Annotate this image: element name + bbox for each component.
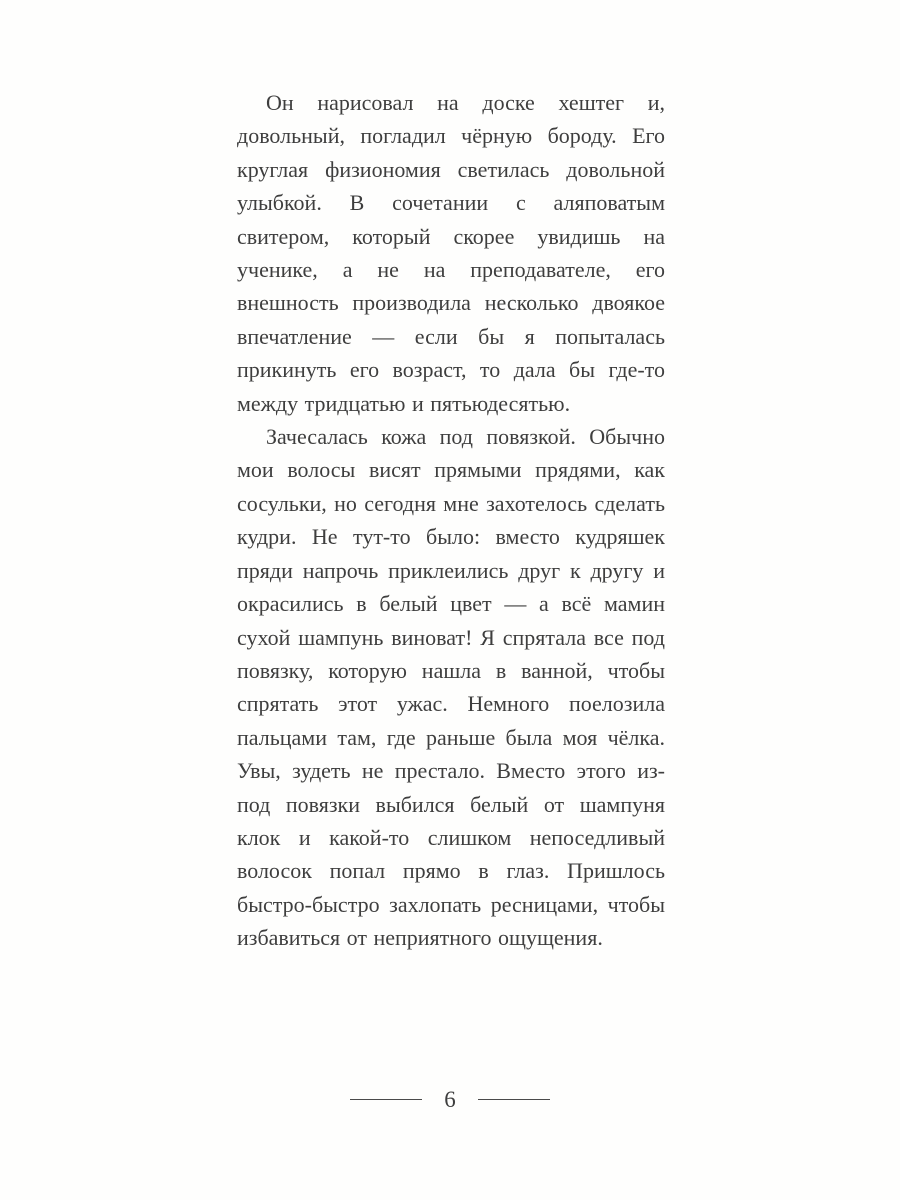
page-number: 6 <box>444 1087 456 1112</box>
page-footer <box>0 1088 900 1111</box>
footer-rule-right <box>478 1099 550 1100</box>
paragraph: Он нарисовал на доске хештег и, довольный, погладил чёрную бороду. Его круглая физиономия светилась довольной улыбкой. В сочетании с аляповатым свитером, который скорее увидишь на ученике, а не на преподавателе, его внешность производила несколько двоякое впечатление — если бы я попыталась прикинуть его возраст, то дала бы где-то между тридцатью и пятьюдесятью. <box>237 90 665 416</box>
footer-rule-left <box>350 1099 422 1100</box>
text-column <box>237 86 665 955</box>
paragraph: Зачесалась кожа под повязкой. Обычно мои волосы висят прямыми прядями, как сосульки, но сегодня мне захотелось сделать кудри. Не тут-то было: вместо кудряшек пряди напрочь приклеились друг к другу и окрасились в белый цвет — а всё мамин сухой шампунь виноват! Я спрятала все под повязку, которую нашла в ванной, чтобы спрятать этот ужас. Немного поелозила пальцами там, где раньше была моя чёлка. Увы, зудеть не престало. Вместо этого из-под повязки выбился белый от шампуня клок и какой-то слишком непоседливый волосок попал прямо в глаз. Пришлось быстро-быстро захлопать ресницами, чтобы избавиться от неприятного ощущения. <box>237 424 665 951</box>
